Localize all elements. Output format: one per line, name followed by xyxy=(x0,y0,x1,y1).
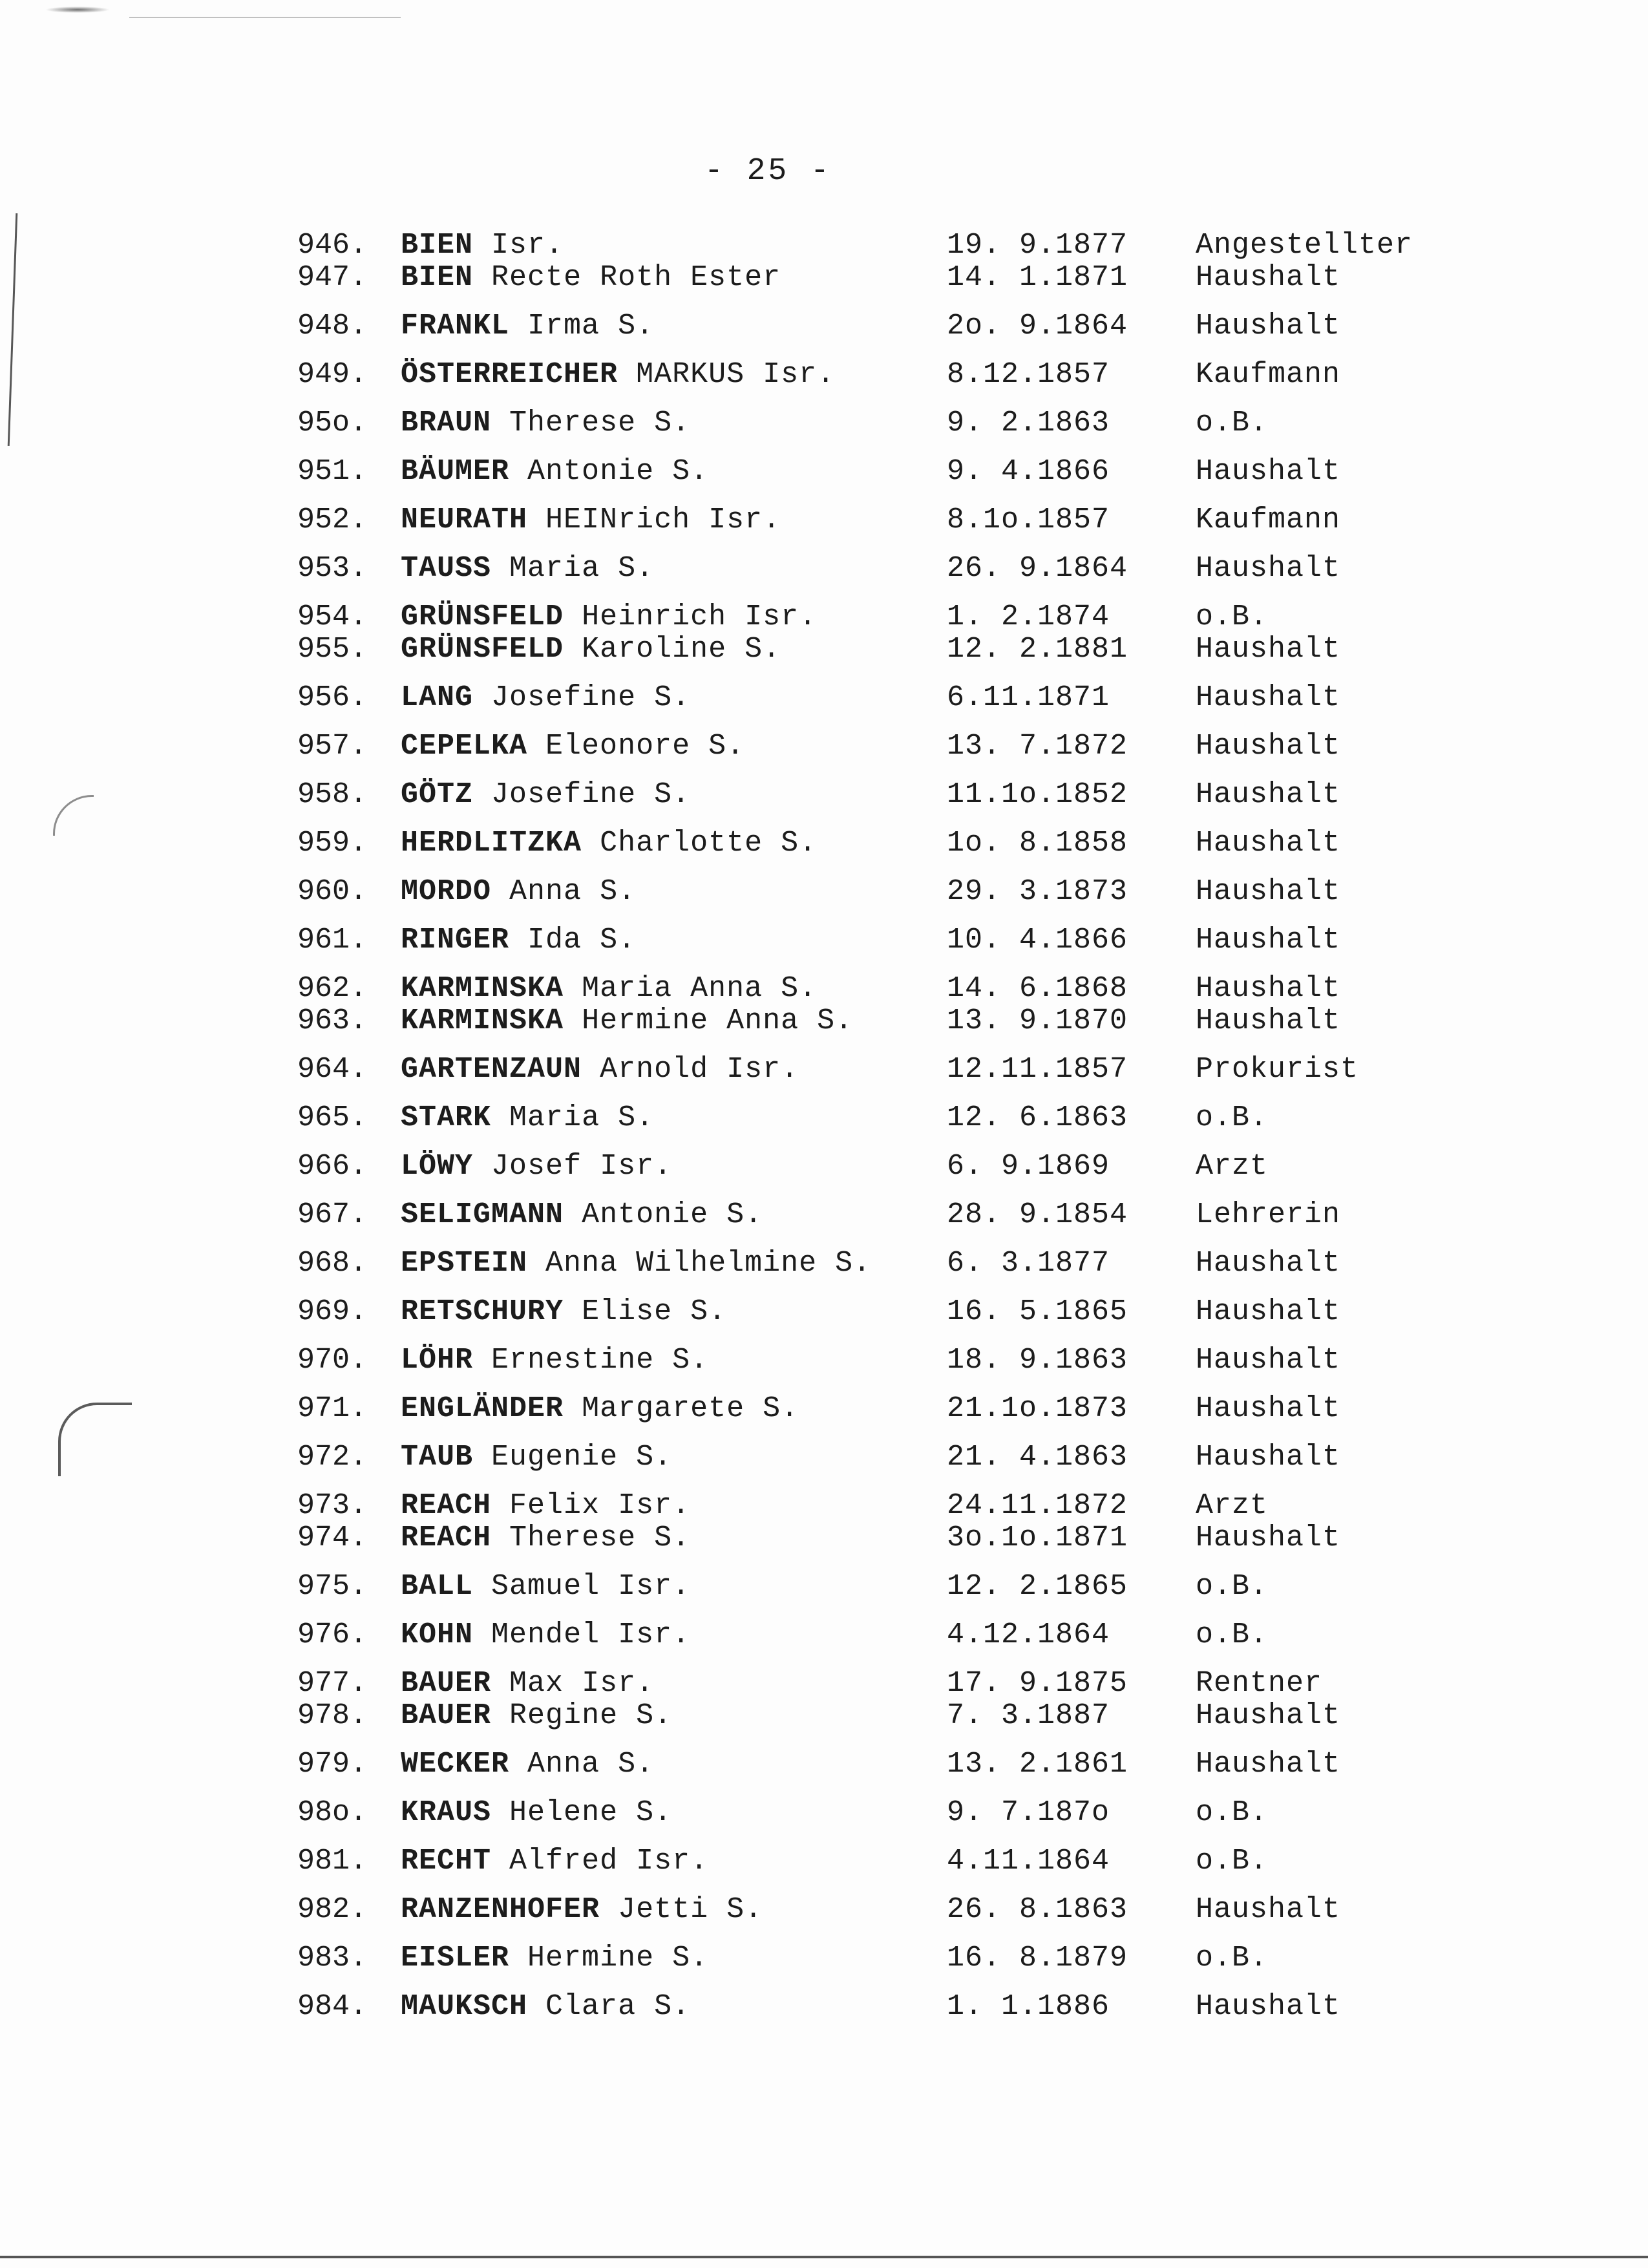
list-item xyxy=(297,779,1525,811)
entry-given-name: Heinrich Isr. xyxy=(582,600,818,633)
entry-birth-date: 2o. 9.1864 xyxy=(947,310,1128,343)
entry-number: 963. xyxy=(297,1004,368,1037)
entry-occupation: Haushalt xyxy=(1196,1344,1341,1377)
entry-occupation: Haushalt xyxy=(1196,681,1341,714)
list-item xyxy=(297,1797,1525,1829)
entry-surname: BALL xyxy=(401,1570,474,1603)
list-item xyxy=(297,229,1525,262)
entry-given-name: Anna S. xyxy=(527,1748,655,1781)
entry-occupation: o.B. xyxy=(1196,1101,1269,1134)
entry-surname: LÖHR xyxy=(401,1344,474,1377)
entry-name xyxy=(401,1005,853,1037)
entry-birth-date: 4.11.1864 xyxy=(947,1845,1110,1878)
entry-given-name: Josefine S. xyxy=(491,681,691,714)
list-item xyxy=(297,1894,1525,1926)
entry-number: 958. xyxy=(297,778,368,811)
entry-name xyxy=(401,973,817,1005)
entry-occupation: Prokurist xyxy=(1196,1053,1359,1086)
entry-name xyxy=(401,1296,726,1328)
list-item xyxy=(297,1571,1525,1603)
list-item xyxy=(297,1199,1525,1231)
entry-birth-date: 6.11.1871 xyxy=(947,681,1110,714)
entry-surname: ENGLÄNDER xyxy=(401,1392,564,1425)
entry-occupation: Haushalt xyxy=(1196,730,1341,763)
entry-birth-date: 6. 9.1869 xyxy=(947,1150,1110,1183)
entry-given-name: Eleonore S. xyxy=(545,730,745,763)
entry-birth-date: 21.1o.1873 xyxy=(947,1392,1128,1425)
entry-birth-date: 9. 2.1863 xyxy=(947,407,1110,440)
entry-number: 974. xyxy=(297,1521,368,1554)
entry-occupation: Lehrerin xyxy=(1196,1198,1341,1231)
entry-given-name: Hermine S. xyxy=(527,1942,709,1975)
entry-surname: RANZENHOFER xyxy=(401,1893,600,1926)
entry-given-name: Josef Isr. xyxy=(491,1150,673,1183)
entry-name xyxy=(401,924,636,957)
entry-number: 971. xyxy=(297,1392,368,1425)
entry-occupation: Haushalt xyxy=(1196,1392,1341,1425)
entry-number: 964. xyxy=(297,1053,368,1086)
entry-surname: SELIGMANN xyxy=(401,1198,564,1231)
list-item xyxy=(297,1296,1525,1328)
entry-surname: KARMINSKA xyxy=(401,1004,564,1037)
entry-occupation: Haushalt xyxy=(1196,1521,1341,1554)
entry-occupation: Haushalt xyxy=(1196,827,1341,860)
entry-given-name: Hermine Anna S. xyxy=(582,1004,854,1037)
entry-given-name: Felix Isr. xyxy=(509,1489,691,1522)
entry-given-name: Josefine S. xyxy=(491,778,691,811)
entry-name xyxy=(401,876,636,908)
entry-name xyxy=(401,229,564,262)
entry-number: 968. xyxy=(297,1247,368,1280)
entry-number: 982. xyxy=(297,1893,368,1926)
entry-birth-date: 9. 4.1866 xyxy=(947,455,1110,488)
entry-given-name: Charlotte S. xyxy=(600,827,818,860)
scan-margin-line xyxy=(8,213,18,446)
entry-surname: KARMINSKA xyxy=(401,972,564,1005)
entry-occupation: Angestellter xyxy=(1196,229,1413,262)
entry-occupation: Haushalt xyxy=(1196,552,1341,585)
entry-given-name: HEINrich Isr. xyxy=(545,503,781,536)
entry-given-name: Mendel Isr. xyxy=(491,1618,691,1651)
entry-name xyxy=(401,407,690,440)
entry-surname: WECKER xyxy=(401,1748,510,1781)
entry-surname: REACH xyxy=(401,1521,492,1554)
list-item xyxy=(297,310,1525,343)
scan-edge-rule xyxy=(129,17,401,18)
entry-given-name: Alfred Isr. xyxy=(509,1845,709,1878)
list-item xyxy=(297,1942,1525,1975)
entry-birth-date: 16. 5.1865 xyxy=(947,1295,1128,1328)
entry-occupation: Arzt xyxy=(1196,1150,1269,1183)
entry-occupation: Haushalt xyxy=(1196,1441,1341,1474)
list-item xyxy=(297,1005,1525,1037)
entry-name xyxy=(401,310,654,343)
entry-number: 948. xyxy=(297,310,368,343)
entry-name xyxy=(401,553,654,585)
entry-birth-date: 1. 2.1874 xyxy=(947,600,1110,633)
entry-surname: EISLER xyxy=(401,1942,510,1975)
entry-given-name: Max Isr. xyxy=(509,1667,655,1700)
entry-surname: ÖSTERREICHER xyxy=(401,358,618,391)
entry-number: 95o. xyxy=(297,407,368,440)
deportation-list xyxy=(297,229,1525,2039)
list-item xyxy=(297,730,1525,763)
entry-name xyxy=(401,1619,690,1651)
scan-smudge xyxy=(45,6,110,13)
entry-occupation: Haushalt xyxy=(1196,1893,1341,1926)
list-item xyxy=(297,1522,1525,1554)
entry-number: 965. xyxy=(297,1101,368,1134)
list-item xyxy=(297,553,1525,585)
entry-given-name: Helene S. xyxy=(509,1796,673,1829)
entry-surname: TAUSS xyxy=(401,552,492,585)
scan-bottom-edge xyxy=(0,2256,1648,2258)
entry-name xyxy=(401,1797,672,1829)
entry-name xyxy=(401,827,817,860)
entry-occupation: o.B. xyxy=(1196,1570,1269,1603)
entry-surname: KOHN xyxy=(401,1618,474,1651)
list-item xyxy=(297,504,1525,536)
entry-number: 953. xyxy=(297,552,368,585)
entry-number: 984. xyxy=(297,1990,368,2023)
list-item xyxy=(297,1619,1525,1651)
entry-surname: LANG xyxy=(401,681,474,714)
entry-birth-date: 18. 9.1863 xyxy=(947,1344,1128,1377)
list-item xyxy=(297,456,1525,488)
entry-surname: BIEN xyxy=(401,229,474,262)
entry-given-name: Ida S. xyxy=(527,924,637,957)
entry-name xyxy=(401,359,835,391)
entry-number: 98o. xyxy=(297,1796,368,1829)
entry-given-name: Maria Anna S. xyxy=(582,972,818,1005)
entry-number: 972. xyxy=(297,1441,368,1474)
entry-given-name: Isr. xyxy=(491,229,564,262)
entry-surname: TAUB xyxy=(401,1441,474,1474)
entry-given-name: Elise S. xyxy=(582,1295,727,1328)
entry-birth-date: 4.12.1864 xyxy=(947,1618,1110,1651)
entry-given-name: Regine S. xyxy=(509,1699,673,1732)
entry-occupation: o.B. xyxy=(1196,600,1269,633)
list-item xyxy=(297,827,1525,860)
entry-occupation: o.B. xyxy=(1196,1942,1269,1975)
entry-number: 979. xyxy=(297,1748,368,1781)
list-item xyxy=(297,1150,1525,1183)
list-item xyxy=(297,1748,1525,1781)
list-item xyxy=(297,601,1525,633)
list-item xyxy=(297,1393,1525,1425)
list-item xyxy=(297,973,1525,1005)
entry-name xyxy=(401,1490,690,1522)
entry-number: 952. xyxy=(297,503,368,536)
entry-name xyxy=(401,1522,690,1554)
entry-given-name: Clara S. xyxy=(545,1990,691,2023)
entry-birth-date: 1. 1.1886 xyxy=(947,1990,1110,2023)
entry-occupation: Haushalt xyxy=(1196,1990,1341,2023)
entry-occupation: o.B. xyxy=(1196,1618,1269,1651)
entry-name xyxy=(401,1247,871,1280)
entry-occupation: Arzt xyxy=(1196,1489,1269,1522)
list-item xyxy=(297,1991,1525,2023)
entry-surname: BAUER xyxy=(401,1699,492,1732)
entry-birth-date: 12. 6.1863 xyxy=(947,1101,1128,1134)
entry-occupation: Haushalt xyxy=(1196,1247,1341,1280)
list-item xyxy=(297,407,1525,440)
entry-birth-date: 12.11.1857 xyxy=(947,1053,1128,1086)
entry-given-name: Anna S. xyxy=(509,875,637,908)
entry-surname: KRAUS xyxy=(401,1796,492,1829)
entry-number: 975. xyxy=(297,1570,368,1603)
entry-number: 973. xyxy=(297,1489,368,1522)
entry-given-name: Anna Wilhelmine S. xyxy=(545,1247,872,1280)
entry-number: 966. xyxy=(297,1150,368,1183)
entry-name xyxy=(401,1845,708,1878)
entry-name xyxy=(401,730,745,763)
entry-occupation: Haushalt xyxy=(1196,310,1341,343)
entry-number: 976. xyxy=(297,1618,368,1651)
entry-number: 970. xyxy=(297,1344,368,1377)
entry-surname: EPSTEIN xyxy=(401,1247,528,1280)
entry-occupation: Haushalt xyxy=(1196,778,1341,811)
entry-birth-date: 6. 3.1877 xyxy=(947,1247,1110,1280)
entry-occupation: Haushalt xyxy=(1196,875,1341,908)
entry-occupation: Haushalt xyxy=(1196,924,1341,957)
entry-given-name: Recte Roth Ester xyxy=(491,261,781,294)
entry-birth-date: 12. 2.1865 xyxy=(947,1570,1128,1603)
entry-occupation: o.B. xyxy=(1196,1845,1269,1878)
entry-given-name: Jetti S. xyxy=(618,1893,763,1926)
entry-number: 951. xyxy=(297,455,368,488)
entry-occupation: o.B. xyxy=(1196,1796,1269,1829)
entry-surname: MORDO xyxy=(401,875,492,908)
entry-name xyxy=(401,682,690,714)
entry-occupation: Kaufmann xyxy=(1196,503,1341,536)
entry-surname: RINGER xyxy=(401,924,510,957)
entry-given-name: Eugenie S. xyxy=(491,1441,673,1474)
list-item xyxy=(297,682,1525,714)
list-item xyxy=(297,1845,1525,1878)
entry-surname: STARK xyxy=(401,1101,492,1134)
entry-name xyxy=(401,1700,672,1732)
entry-name xyxy=(401,262,781,294)
punch-hole-mark xyxy=(53,795,94,836)
list-item xyxy=(297,1054,1525,1086)
entry-name xyxy=(401,1942,708,1975)
entry-name xyxy=(401,633,781,666)
entry-birth-date: 26. 8.1863 xyxy=(947,1893,1128,1926)
entry-occupation: o.B. xyxy=(1196,407,1269,440)
entry-number: 978. xyxy=(297,1699,368,1732)
entry-name xyxy=(401,456,708,488)
entry-birth-date: 9. 7.187o xyxy=(947,1796,1110,1829)
entry-number: 983. xyxy=(297,1942,368,1975)
entry-surname: GRÜNSFELD xyxy=(401,600,564,633)
entry-number: 946. xyxy=(297,229,368,262)
entry-given-name: Irma S. xyxy=(527,310,655,343)
entry-number: 957. xyxy=(297,730,368,763)
entry-occupation: Haushalt xyxy=(1196,1748,1341,1781)
entry-occupation: Haushalt xyxy=(1196,633,1341,666)
entry-given-name: Therese S. xyxy=(509,1521,691,1554)
entry-name xyxy=(401,1054,799,1086)
entry-occupation: Haushalt xyxy=(1196,1004,1341,1037)
entry-number: 961. xyxy=(297,924,368,957)
list-item xyxy=(297,1700,1525,1732)
list-item xyxy=(297,1102,1525,1134)
list-item xyxy=(297,1247,1525,1280)
list-item xyxy=(297,876,1525,908)
entry-birth-date: 19. 9.1877 xyxy=(947,229,1128,262)
entry-surname: GARTENZAUN xyxy=(401,1053,582,1086)
entry-name xyxy=(401,1668,654,1700)
entry-birth-date: 13. 7.1872 xyxy=(947,730,1128,763)
entry-name xyxy=(401,1441,672,1474)
entry-surname: CEPELKA xyxy=(401,730,528,763)
entry-given-name: Maria S. xyxy=(509,552,655,585)
entry-given-name: Margarete S. xyxy=(582,1392,799,1425)
entry-surname: GÖTZ xyxy=(401,778,474,811)
entry-birth-date: 17. 9.1875 xyxy=(947,1667,1128,1700)
entry-occupation: Haushalt xyxy=(1196,1699,1341,1732)
entry-birth-date: 24.11.1872 xyxy=(947,1489,1128,1522)
entry-number: 955. xyxy=(297,633,368,666)
entry-birth-date: 21. 4.1863 xyxy=(947,1441,1128,1474)
entry-number: 967. xyxy=(297,1198,368,1231)
entry-given-name: Karoline S. xyxy=(582,633,781,666)
list-item xyxy=(297,1441,1525,1474)
entry-birth-date: 8.1o.1857 xyxy=(947,503,1110,536)
entry-given-name: Maria S. xyxy=(509,1101,655,1134)
entry-birth-date: 16. 8.1879 xyxy=(947,1942,1128,1975)
entry-name xyxy=(401,601,817,633)
list-item xyxy=(297,1668,1525,1700)
entry-surname: RECHT xyxy=(401,1845,492,1878)
entry-surname: LÖWY xyxy=(401,1150,474,1183)
entry-name xyxy=(401,1748,654,1781)
entry-name xyxy=(401,504,781,536)
entry-given-name: Antonie S. xyxy=(527,455,709,488)
entry-birth-date: 11.1o.1852 xyxy=(947,778,1128,811)
entry-surname: BIEN xyxy=(401,261,474,294)
list-item xyxy=(297,924,1525,957)
entry-birth-date: 14. 1.1871 xyxy=(947,261,1128,294)
entry-number: 947. xyxy=(297,261,368,294)
entry-given-name: Samuel Isr. xyxy=(491,1570,691,1603)
entry-name xyxy=(401,1894,763,1926)
entry-surname: RETSCHURY xyxy=(401,1295,564,1328)
entry-birth-date: 29. 3.1873 xyxy=(947,875,1128,908)
entry-birth-date: 10. 4.1866 xyxy=(947,924,1128,957)
entry-surname: BÄUMER xyxy=(401,455,510,488)
entry-number: 954. xyxy=(297,600,368,633)
entry-name xyxy=(401,1344,708,1377)
list-item xyxy=(297,1490,1525,1522)
entry-birth-date: 26. 9.1864 xyxy=(947,552,1128,585)
entry-given-name: Antonie S. xyxy=(582,1198,763,1231)
entry-number: 981. xyxy=(297,1845,368,1878)
punch-hole-mark xyxy=(58,1403,132,1476)
entry-birth-date: 7. 3.1887 xyxy=(947,1699,1110,1732)
entry-number: 956. xyxy=(297,681,368,714)
entry-name xyxy=(401,1150,672,1183)
entry-number: 959. xyxy=(297,827,368,860)
entry-number: 977. xyxy=(297,1667,368,1700)
entry-birth-date: 13. 9.1870 xyxy=(947,1004,1128,1037)
entry-occupation: Haushalt xyxy=(1196,972,1341,1005)
entry-name xyxy=(401,1393,799,1425)
entry-surname: NEURATH xyxy=(401,503,528,536)
entry-number: 960. xyxy=(297,875,368,908)
page-number: - 25 - xyxy=(704,154,832,189)
entry-given-name: Therese S. xyxy=(509,407,691,440)
entry-surname: REACH xyxy=(401,1489,492,1522)
entry-birth-date: 1o. 8.1858 xyxy=(947,827,1128,860)
entry-birth-date: 14. 6.1868 xyxy=(947,972,1128,1005)
entry-occupation: Rentner xyxy=(1196,1667,1323,1700)
entry-surname: FRANKL xyxy=(401,310,510,343)
entry-number: 962. xyxy=(297,972,368,1005)
list-item xyxy=(297,633,1525,666)
entry-occupation: Haushalt xyxy=(1196,1295,1341,1328)
entry-occupation: Haushalt xyxy=(1196,455,1341,488)
entry-surname: MAUKSCH xyxy=(401,1990,528,2023)
entry-birth-date: 3o.1o.1871 xyxy=(947,1521,1128,1554)
entry-name xyxy=(401,1991,690,2023)
entry-birth-date: 28. 9.1854 xyxy=(947,1198,1128,1231)
entry-surname: BAUER xyxy=(401,1667,492,1700)
entry-birth-date: 8.12.1857 xyxy=(947,358,1110,391)
entry-occupation: Haushalt xyxy=(1196,261,1341,294)
entry-occupation: Kaufmann xyxy=(1196,358,1341,391)
entry-number: 969. xyxy=(297,1295,368,1328)
entry-number: 949. xyxy=(297,358,368,391)
entry-given-name: Ernestine S. xyxy=(491,1344,709,1377)
entry-birth-date: 13. 2.1861 xyxy=(947,1748,1128,1781)
entry-name xyxy=(401,1199,763,1231)
entry-given-name: MARKUS Isr. xyxy=(636,358,836,391)
list-item xyxy=(297,359,1525,391)
list-item xyxy=(297,1344,1525,1377)
entry-surname: GRÜNSFELD xyxy=(401,633,564,666)
entry-given-name: Arnold Isr. xyxy=(600,1053,799,1086)
entry-surname: BRAUN xyxy=(401,407,492,440)
entry-birth-date: 12. 2.1881 xyxy=(947,633,1128,666)
list-item xyxy=(297,262,1525,294)
entry-name xyxy=(401,1571,690,1603)
entry-surname: HERDLITZKA xyxy=(401,827,582,860)
entry-name xyxy=(401,1102,654,1134)
entry-name xyxy=(401,779,690,811)
